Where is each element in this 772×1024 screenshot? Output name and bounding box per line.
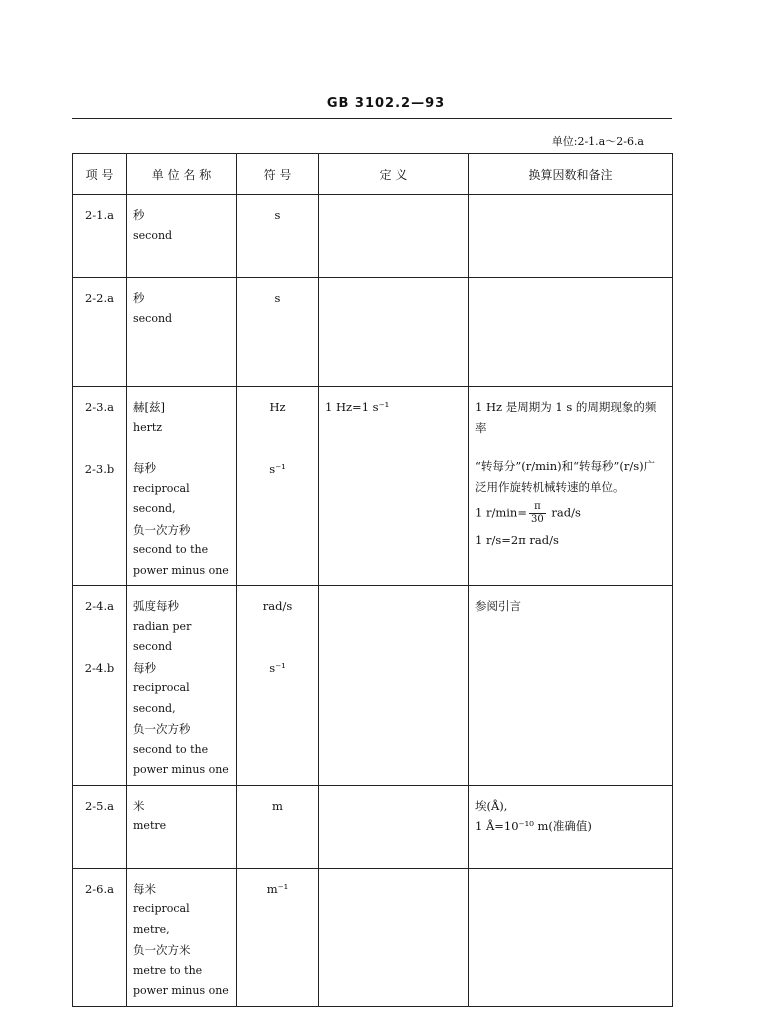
notes: 1 Hz 是周期为 1 s 的周期现象的频率 [475, 400, 657, 435]
table-row [73, 195, 673, 278]
notes: “转每分”(r/min)和“转每秒”(r/s)广泛用作旋转机械转速的单位。 [475, 459, 656, 494]
unit-symbol: m⁻¹ [266, 881, 289, 896]
unit-name-en: radian per [133, 619, 192, 633]
fraction-numerator: π [529, 501, 546, 514]
unit-name-en: metre [133, 819, 167, 832]
notes: 参阅引言 [475, 599, 521, 613]
unit-symbol: s [274, 208, 281, 222]
unit-name-en: reciprocal [133, 681, 190, 694]
units-table [72, 153, 673, 1007]
header-item-number: 项 号 [73, 154, 127, 195]
unit-name-en: power minus one [133, 563, 229, 577]
unit-name-en: second [133, 311, 173, 325]
unit-name-en: second to the [133, 742, 209, 756]
header-rule [72, 118, 672, 119]
notes [469, 869, 672, 883]
item-number: 2-3.a [84, 400, 115, 414]
table-row [73, 785, 673, 868]
unit-name-zh: 每秒 [133, 660, 156, 675]
formula-rpm-right: rad/s [547, 505, 581, 520]
unit-name-en: power minus one [133, 763, 229, 776]
unit-name-en: metre, [133, 922, 170, 936]
notes: 1 Å=10⁻¹⁰ m(准确值) [475, 819, 592, 833]
header-definition: 定 义 [319, 154, 469, 195]
item-number: 2-4.a [84, 599, 115, 613]
definition [319, 786, 468, 800]
unit-name-en: second, [133, 502, 176, 515]
unit-name-zh: 每米 [133, 881, 156, 896]
unit-symbol: s⁻¹ [269, 461, 286, 476]
fraction-denominator: 30 [530, 514, 544, 525]
unit-name-zh: 秒 [133, 291, 145, 305]
unit-name-en: second [133, 640, 173, 653]
unit-name-en: second [133, 228, 173, 242]
unit-name-zh: 弧度每秒 [133, 599, 179, 613]
unit-name-zh: 赫[兹] [133, 400, 165, 414]
table-row [73, 586, 673, 786]
item-number: 2-3.b [84, 461, 115, 476]
definition: 1 Hz=1 s⁻¹ [325, 400, 390, 414]
unit-name-zh: 秒 [133, 208, 145, 222]
notes: 埃(Å), [475, 798, 508, 813]
header-symbol: 符 号 [237, 154, 319, 195]
table-row [73, 868, 673, 1006]
item-number: 2-4.b [84, 660, 115, 675]
unit-range-label: 单位:2-1.a～2-6.a [551, 135, 644, 148]
item-number: 2-5.a [84, 798, 115, 813]
formula-rps: 1 r/s=2π rad/s [475, 533, 559, 547]
unit-name-en: reciprocal [133, 902, 190, 915]
unit-name-en: power minus one [133, 984, 229, 997]
header-conversion-notes: 换算因数和备注 [469, 154, 673, 195]
unit-symbol: Hz [269, 400, 286, 414]
unit-symbol: s [274, 291, 281, 305]
item-number: 2-2.a [84, 291, 115, 305]
unit-name-en: second, [133, 701, 176, 715]
table-header-row [73, 154, 673, 195]
fraction [529, 501, 546, 526]
definition [319, 278, 468, 292]
table-row [73, 387, 673, 586]
unit-name-zh: 负一次方秒 [133, 522, 191, 537]
unit-name-en: metre to the [133, 963, 203, 977]
unit-name-en: hertz [133, 420, 163, 434]
item-number: 2-6.a [84, 881, 115, 896]
unit-symbol: m [272, 798, 283, 813]
unit-name-zh: 米 [133, 798, 145, 813]
unit-name-en: reciprocal [133, 481, 190, 495]
item-number: 2-1.a [84, 208, 115, 222]
unit-symbol: rad/s [262, 599, 293, 613]
definition [319, 195, 468, 209]
unit-name-zh: 负一次方秒 [133, 722, 191, 736]
document-code: GB 3102.2—93 [326, 96, 446, 111]
formula-rpm-left: 1 r/min= [475, 505, 527, 520]
unit-name-en: second to the [133, 543, 209, 556]
notes [469, 195, 672, 209]
unit-symbol: s⁻¹ [269, 660, 286, 675]
unit-name-zh: 负一次方米 [133, 943, 191, 957]
unit-name-zh: 每秒 [133, 461, 156, 475]
notes [469, 278, 672, 292]
header-unit-name: 单 位 名 称 [127, 154, 237, 195]
definition [319, 869, 468, 883]
formula-rpm [475, 501, 666, 526]
table-row [73, 278, 673, 387]
